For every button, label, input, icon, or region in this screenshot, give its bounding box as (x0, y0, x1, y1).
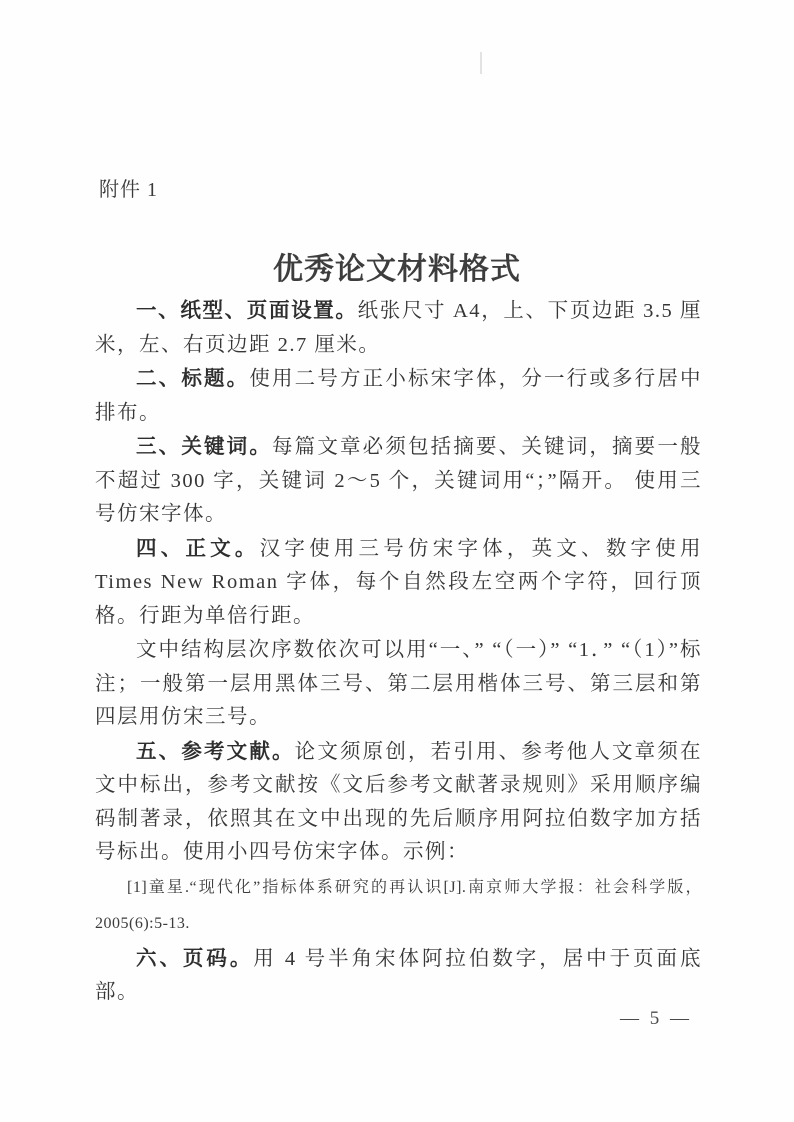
paragraph-lead: 四、正文。 (136, 536, 260, 560)
paragraph-text: [1]童星.“现代化”指标体系研究的再认识[J].南京师大学报：社会科学版，2005(6):5-13. (95, 878, 702, 932)
paragraph-text: 论文须原创，若引用、参考他人文章须在文中标出，参考文献按《文后参考文献著录规则》采用顺序编码制著录，依照其在文中出现的先后顺序用阿拉伯数字加方括号标出。使用小四号仿宋字体。示例： (95, 740, 703, 863)
document-body (95, 294, 702, 1010)
paragraph-page-number-rule (95, 942, 702, 1010)
paragraph-text: 每篇文章必须包括摘要、关键词，摘要一般不超过 300 字，关键词 2～5 个，关键词用“；”隔开。 使用三号仿宋字体。 (95, 436, 702, 525)
paragraph-lead: 五、参考文献。 (136, 739, 295, 763)
paragraph-text: 用 4 号半角宋体阿拉伯数字，居中于页面底部。 (95, 947, 703, 1003)
paragraph-lead: 三、关键词。 (136, 435, 272, 458)
paragraph-text: 纸张尺寸 A4，上、下页边距 3.5 厘米，左、右页边距 2.7 厘米。 (95, 300, 702, 356)
paragraph-body-text-rules (95, 532, 702, 634)
paragraph-keywords (95, 430, 702, 532)
paragraph-text: 文中结构层次序数依次可以用“一、” “（一）” “1．” “（1）”标注；一般第一层用黑体三号、第二层用楷体三号、第三层和第四层用仿宋三号。 (95, 639, 702, 728)
attachment-label: 附件 1 (99, 179, 158, 201)
paragraph-lead: 六、页码。 (136, 946, 254, 970)
paragraph-lead: 二、标题。 (136, 367, 250, 390)
scan-artifact-mark (480, 52, 482, 74)
citation-example (95, 870, 702, 942)
paragraph-text: 汉字使用三号仿宋字体，英文、数字使用 Times New Roman 字体，每个自然段左空两个字符，回行顶格。行距为单倍行距。 (95, 537, 703, 627)
paragraph-structure-levels (95, 633, 702, 735)
paragraph-references (95, 735, 702, 870)
paragraph-heading-style (95, 362, 702, 430)
paragraph-text: 使用二号方正小标宋字体，分一行或多行居中排布。 (95, 368, 703, 424)
page-number: — 5 — (620, 1008, 692, 1029)
document-title: 优秀论文材料格式 (273, 253, 521, 287)
paragraph-lead: 一、纸型、页面设置。 (136, 299, 358, 322)
paragraph-paper-setup (95, 294, 702, 362)
